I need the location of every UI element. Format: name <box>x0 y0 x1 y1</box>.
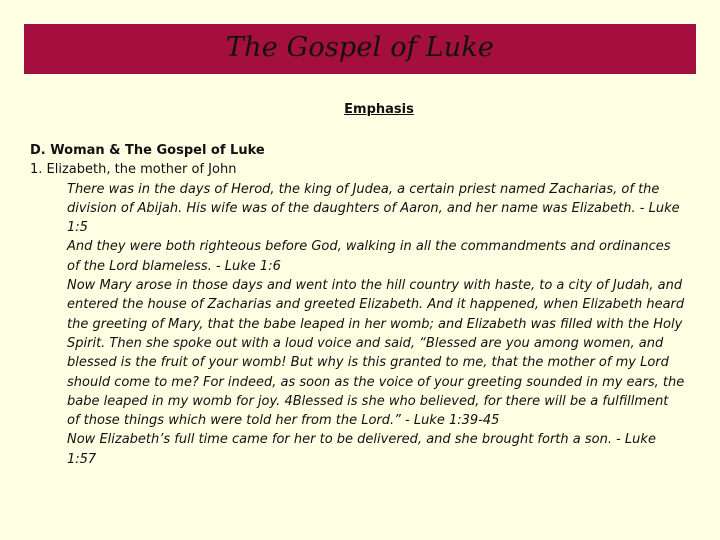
quote-luke-1-5: There was in the days of Herod, the king of Judea, a certain priest named Zacharias, of the division of Abijah. His wife was of the daughters of Aaron, and her name was Elizabeth. - Luke 1:5 <box>67 181 680 236</box>
page-title: The Gospel of Luke <box>225 31 495 63</box>
section-heading: D. Woman & The Gospel of Luke <box>30 143 265 158</box>
quote-luke-1-6: And they were both righteous before God, walking in all the commandments and ordinances of the Lord blameless. - Luke 1:6 <box>67 239 671 274</box>
subheading: 1. Elizabeth, the mother of John <box>30 162 237 178</box>
content-body <box>30 141 685 469</box>
quote-list <box>30 180 685 469</box>
emphasis-heading: Emphasis <box>344 102 414 117</box>
quote-luke-1-57: Now Elizabeth’s full time came for her to be delivered, and she brought forth a son. - Luke 1:57 <box>67 432 656 467</box>
quote-luke-1-39-45: Now Mary arose in those days and went into the hill country with haste, to a city of Judah, and entered the house of Zacharias and greeted Elizabeth. And it happened, when Elizabeth heard the greeting of Mary, that the babe leaped in her womb; and Elizabeth was filled with the Holy Spirit. Then she spoke out with a loud voice and said, “Blessed are you among women, and blessed is the fruit of your womb! But why is this granted to me, that the mother of my Lord should come to me? For indeed, as soon as the voice of your greeting sounded in my ears, the babe leaped in my womb for joy. 4Blessed is she who believed, for there will be a fulfillment of those things which were told her from the Lord.” - Luke 1:39-45 <box>67 278 685 429</box>
title-bar <box>24 24 696 74</box>
